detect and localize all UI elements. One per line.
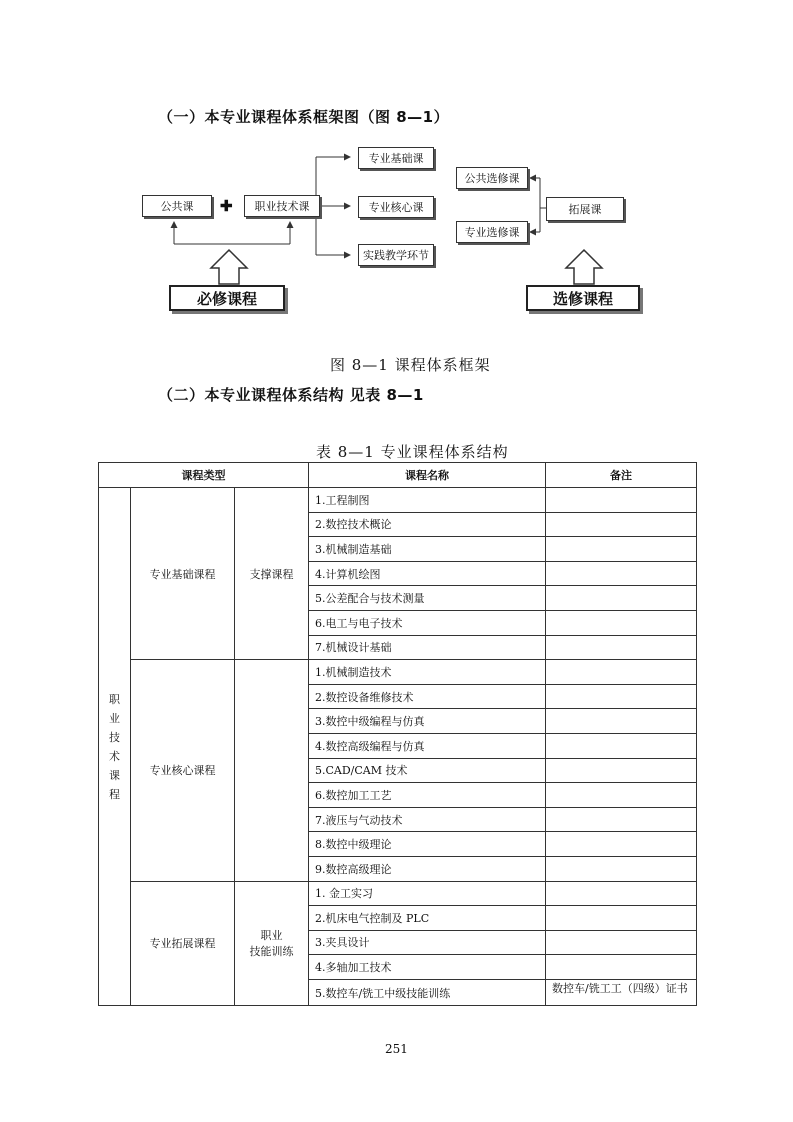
remark-cell <box>546 610 697 635</box>
public-elective-box: 公共选修课 <box>456 167 528 189</box>
table-caption: 表 8—1 专业课程体系结构 <box>316 443 509 461</box>
figure-caption: 图 8—1 课程体系框架 <box>330 356 491 374</box>
group-name: 专业拓展课程 <box>131 881 235 1006</box>
required-course-label: 必修课程 <box>169 285 285 311</box>
remark-cell <box>546 906 697 931</box>
remark-cell <box>546 561 697 586</box>
course-name: 1. 金工实习 <box>309 881 546 906</box>
course-name: 3.机械制造基础 <box>309 537 546 562</box>
vertical-group-cell <box>99 488 131 1006</box>
vertical-group-label <box>105 690 124 804</box>
course-name: 3.夹具设计 <box>309 930 546 955</box>
table-row <box>99 881 697 906</box>
header-course-name: 课程名称 <box>309 463 546 488</box>
vertical-group-char: 程 <box>109 787 120 801</box>
course-name: 2.数控设备维修技术 <box>309 684 546 709</box>
course-name: 5.数控车/铣工中级技能训练 <box>309 979 546 1006</box>
remark-cell <box>546 856 697 881</box>
course-structure-table <box>98 462 697 1006</box>
public-course-box: 公共课 <box>142 195 212 217</box>
header-remark: 备注 <box>546 463 697 488</box>
course-name: 7.液压与气动技术 <box>309 807 546 832</box>
vocational-tech-course-box: 职业技术课 <box>244 195 320 217</box>
course-name: 9.数控高级理论 <box>309 856 546 881</box>
course-name: 4.数控高级编程与仿真 <box>309 733 546 758</box>
elective-course-label: 选修课程 <box>526 285 640 311</box>
course-name: 5.CAD/CAM 技术 <box>309 758 546 783</box>
branch-core-course: 专业核心课 <box>358 196 434 218</box>
remark-cell <box>546 881 697 906</box>
remark-cell <box>546 733 697 758</box>
table-header-row <box>99 463 697 488</box>
course-name: 4.多轴加工技术 <box>309 955 546 980</box>
course-name: 1.工程制图 <box>309 488 546 513</box>
group-name: 专业基础课程 <box>131 488 235 660</box>
course-name: 3.数控中级编程与仿真 <box>309 709 546 734</box>
course-name: 1.机械制造技术 <box>309 660 546 685</box>
remark-cell <box>546 930 697 955</box>
course-name: 5.公差配合与技术测量 <box>309 586 546 611</box>
branch-practice: 实践教学环节 <box>358 244 434 266</box>
group-name: 专业核心课程 <box>131 660 235 881</box>
page-number: 251 <box>385 1042 408 1056</box>
vertical-group-char: 业 <box>109 711 120 725</box>
vertical-group-char: 技 <box>109 730 120 744</box>
vertical-group-char: 术 <box>109 749 120 763</box>
group-sub-line: 职业 <box>260 929 283 943</box>
group-sub-line: 技能训练 <box>249 945 294 959</box>
table-row <box>99 660 697 685</box>
course-name: 2.数控技术概论 <box>309 512 546 537</box>
course-name: 2.机床电气控制及 PLC <box>309 906 546 931</box>
remark-cell <box>546 488 697 513</box>
branch-basic-course: 专业基础课 <box>358 147 434 169</box>
vertical-group-char: 课 <box>109 768 120 782</box>
course-name: 6.数控加工工艺 <box>309 783 546 808</box>
plus-icon: ✚ <box>220 197 233 215</box>
table-row <box>99 488 697 513</box>
section-2-heading: （二）本专业课程体系结构 见表 8—1 <box>158 386 424 404</box>
remark-cell <box>546 512 697 537</box>
group-sub: 支撑课程 <box>235 488 309 660</box>
remark-cell <box>546 807 697 832</box>
vertical-group-char: 职 <box>109 692 120 706</box>
course-name: 8.数控中级理论 <box>309 832 546 857</box>
remark-cell <box>546 832 697 857</box>
header-course-type: 课程类型 <box>99 463 309 488</box>
group-sub <box>235 881 309 1006</box>
group-sub <box>235 660 309 881</box>
major-elective-box: 专业选修课 <box>456 221 528 243</box>
remark-cell <box>546 758 697 783</box>
remark-cell <box>546 684 697 709</box>
section-1-heading: （一）本专业课程体系框架图（图 8—1） <box>158 108 450 126</box>
extension-course-box: 拓展课 <box>546 197 624 221</box>
remark-cell: 数控车/铣工工（四级）证书 <box>546 979 697 1006</box>
remark-cell <box>546 635 697 660</box>
remark-cell <box>546 783 697 808</box>
remark-cell <box>546 955 697 980</box>
remark-cell <box>546 709 697 734</box>
course-name: 6.电工与电子技术 <box>309 610 546 635</box>
remark-cell <box>546 537 697 562</box>
remark-cell <box>546 586 697 611</box>
course-name: 4.计算机绘图 <box>309 561 546 586</box>
course-name: 7.机械设计基础 <box>309 635 546 660</box>
remark-cell <box>546 660 697 685</box>
